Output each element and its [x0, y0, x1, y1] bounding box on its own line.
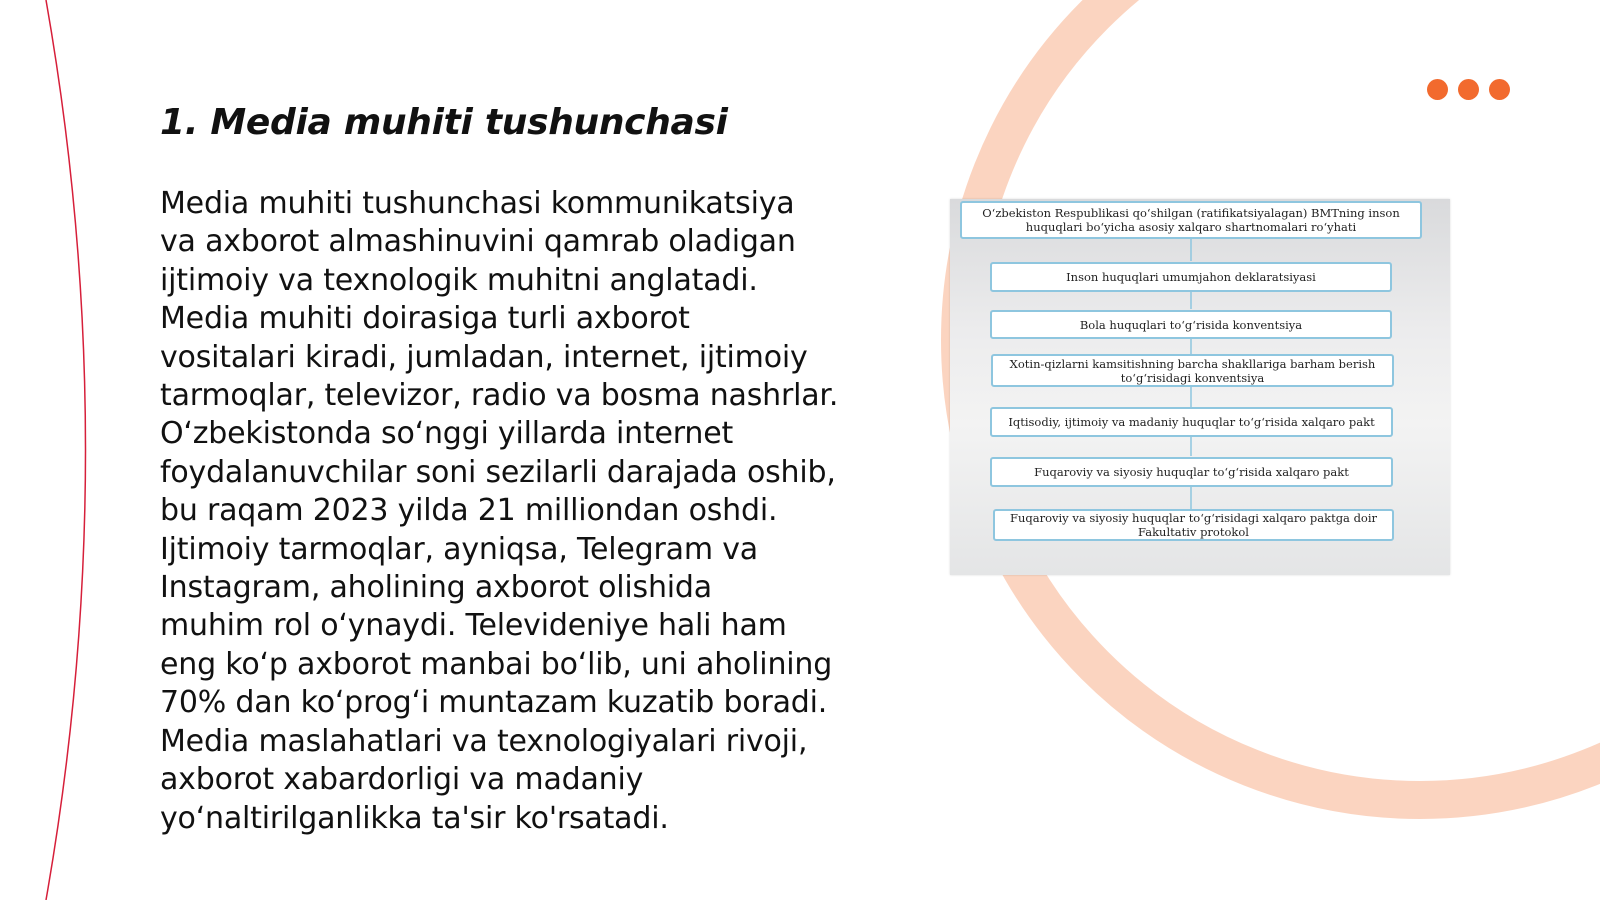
body-line: va axborot almashinuvini qamrab oladigan [160, 224, 796, 260]
body-line: foydalanuvchilar soni sezilarli darajada oshib, [160, 454, 836, 490]
dot [1427, 79, 1448, 100]
body-line: vositalari kiradi, jumladan, internet, ijtimoiy [160, 339, 808, 375]
slide-body-text [160, 185, 850, 838]
body-line: axborot xabardorligi va madaniy [160, 762, 644, 798]
body-line: Ijtimoiy tarmoqlar, ayniqsa, Telegram va [160, 531, 758, 567]
body-line: Media maslahatlari va texnologiyalari rivoji, [160, 723, 808, 759]
diagram-item-box: Fuqaroviy va siyosiy huquqlar to‘g‘risida xalqaro pakt [990, 457, 1393, 487]
body-line: yo‘naltirilganlikka ta'sir ko'rsatadi. [160, 800, 669, 836]
diagram-item-box: Bola huquqlari to‘g‘risida konventsiya [990, 310, 1392, 339]
body-line: ijtimoiy va texnologik muhitni anglatadi. [160, 262, 758, 298]
dot [1458, 79, 1479, 100]
more-dots-icon [1427, 79, 1510, 100]
body-line: tarmoqlar, televizor, radio va bosma nashrlar. [160, 378, 839, 414]
diagram-item-box: Inson huquqlari umumjahon deklaratsiyasi [990, 262, 1392, 292]
treaties-flow-diagram [950, 199, 1450, 575]
body-line: muhim rol o‘ynaydi. Televideniye hali ham [160, 608, 787, 644]
body-line: O‘zbekistonda so‘nggi yillarda internet [160, 416, 734, 452]
slide-title: 1. Media muhiti tushunchasi [160, 102, 728, 143]
body-line: Media muhiti tushunchasi kommunikatsiya [160, 186, 795, 221]
dot [1489, 79, 1510, 100]
left-accent-line [46, 0, 86, 900]
body-line: Media muhiti doirasiga turli axborot [160, 301, 690, 337]
body-line: 70% dan ko‘prog‘i muntazam kuzatib boradi. [160, 685, 828, 721]
body-line: bu raqam 2023 yilda 21 milliondan oshdi. [160, 493, 778, 529]
diagram-item-box: Xotin-qizlarni kamsitishning barcha shakllariga barham berish to‘g‘risidagi konventsiya [991, 354, 1394, 387]
diagram-item-box: Iqtisodiy, ijtimoiy va madaniy huquqlar to‘g‘risida xalqaro pakt [990, 407, 1393, 437]
diagram-header-box: O‘zbekiston Respublikasi qo‘shilgan (ratifikatsiyalagan) BMTning inson huquqlari bo‘yicha asosiy xalqaro shartnomalari ro‘yhati [960, 201, 1422, 239]
body-line: eng ko‘p axborot manbai bo‘lib, uni aholining [160, 646, 833, 682]
diagram-item-box: Fuqaroviy va siyosiy huquqlar to‘g‘risidagi xalqaro paktga doir Fakultativ protokol [993, 509, 1394, 541]
body-line: Instagram, aholining axborot olishida [160, 570, 712, 606]
